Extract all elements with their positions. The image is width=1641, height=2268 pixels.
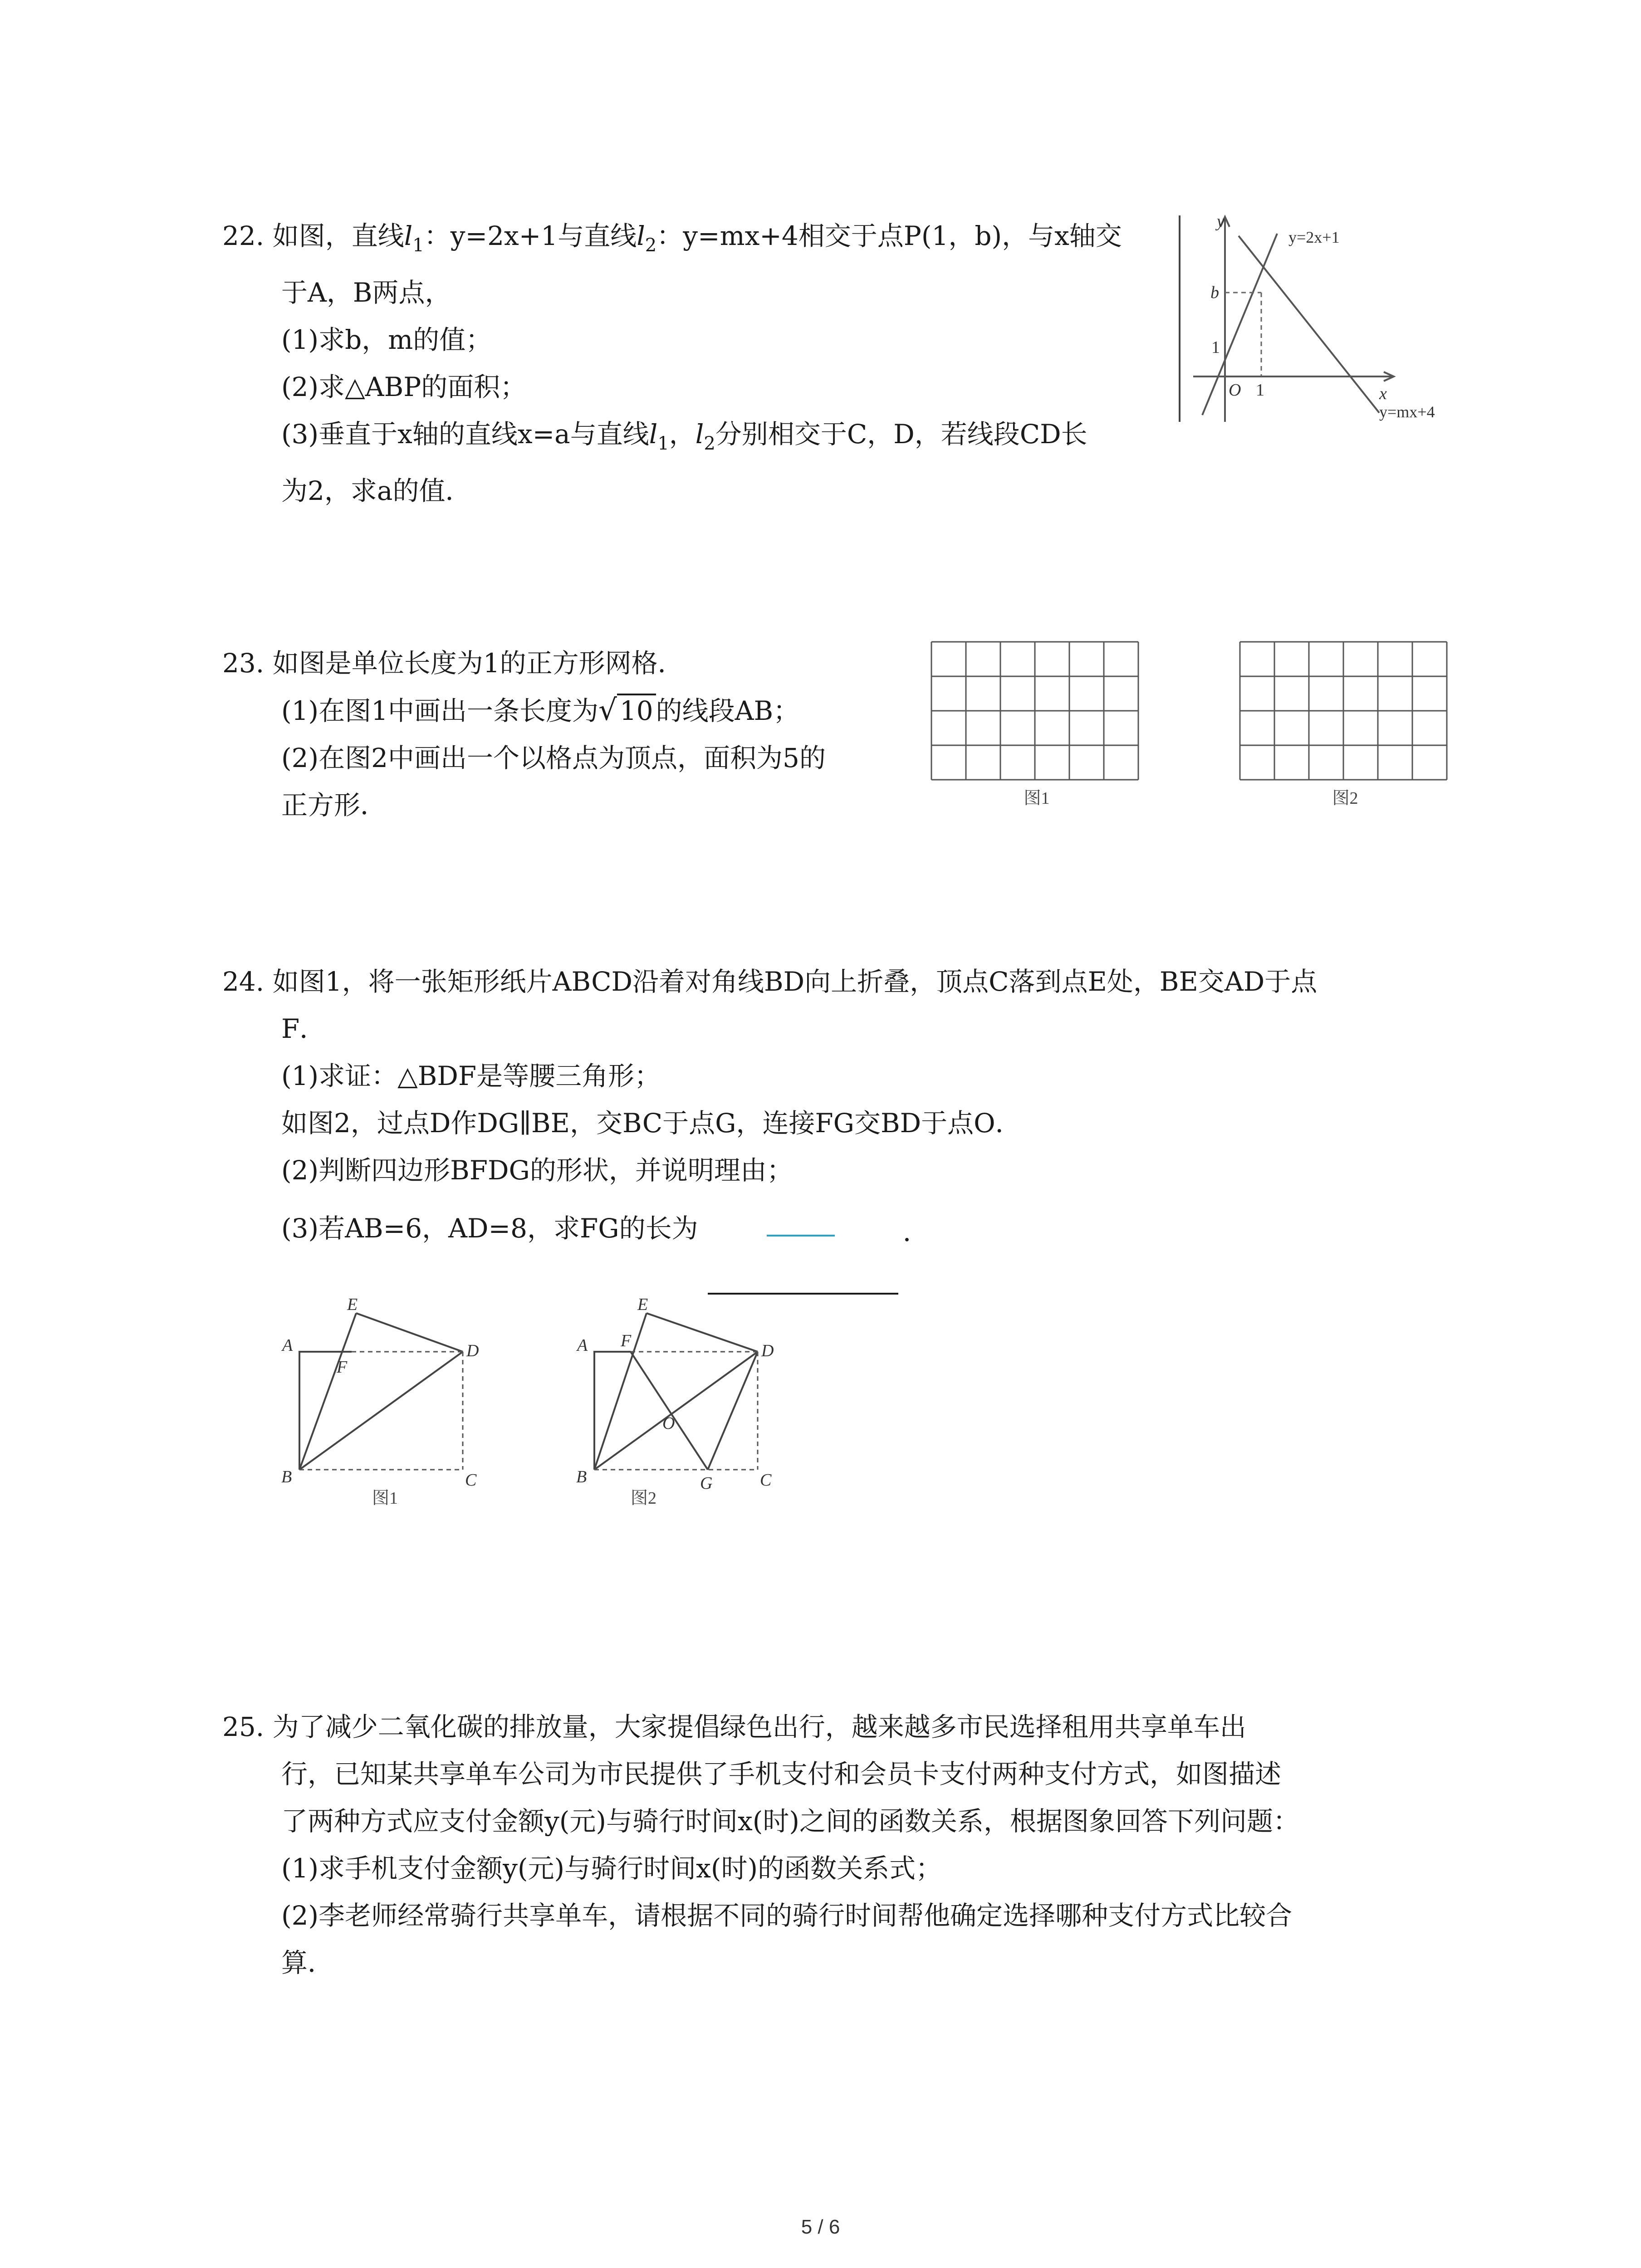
q24-f2-B: B — [576, 1467, 587, 1486]
q25-line-2: 行，已知某共享单车公司为市民提供了手机支付和会员卡支付两种支付方式，如图描述 — [281, 1759, 1282, 1789]
q24-f1-F: F — [337, 1358, 348, 1377]
q24-f1-E: E — [347, 1295, 358, 1314]
page-number: 5 / 6 — [801, 2216, 840, 2238]
q22-axes — [1193, 217, 1394, 422]
q22-part-2: (2)求△ABP的面积； — [281, 371, 527, 402]
q24-f2-E: E — [637, 1295, 648, 1314]
q25-part-1: (1)求手机支付金额y(元)与骑行时间x(时)的函数关系式； — [281, 1853, 942, 1884]
q23-number: 23. — [222, 648, 265, 679]
q25-part-2: (2)李老师经常骑行共享单车，请根据不同的骑行时间帮他确定选择哪种支付方式比较合 — [281, 1900, 1293, 1931]
q22-part-3-cont: 为2，求a的值． — [281, 475, 472, 506]
q24-f1-C: C — [465, 1471, 477, 1490]
q22-fig-origin: O — [1229, 381, 1241, 400]
q24-fig2-desc: 如图2，过点D作DG∥BE，交BC于点G，连接FG交BD于点O． — [281, 1108, 1022, 1139]
q24-figure-1 — [272, 1293, 526, 1510]
q24-answer-end: ． — [903, 1217, 930, 1247]
q22-fig-b: b — [1210, 283, 1219, 302]
q24-f1-A: A — [282, 1336, 293, 1355]
sqrt-symbol: √ 10 — [598, 687, 656, 734]
q24-figure-2 — [567, 1293, 821, 1510]
q23-fig1-caption: 图1 — [1024, 789, 1050, 808]
question-25 — [222, 1703, 1299, 1986]
q22-fig-one-x: 1 — [1256, 381, 1264, 400]
q22-fig-y: y — [1217, 212, 1225, 231]
q23-part-1: (1)在图1中画出一条长度为√ 10 的线段AB； — [222, 687, 826, 734]
q22-fig-line2-label: y=mx+4 — [1379, 403, 1435, 421]
q24-line-2: F． — [281, 1013, 326, 1044]
q23-grid-1 — [930, 640, 1143, 813]
q22-part-3: (3)垂直于x轴的直线x=a与直线$l_1$，$l_2$分别相交于C，D，若线段CD长 — [281, 419, 1087, 454]
q24-f2-F: F — [621, 1331, 632, 1350]
q22-line-1: 22. 如图，直线$l_1$：y=2x+1与直线$l_2$：y=mx+4相交于点P(1，b)，与x轴交 — [222, 220, 1122, 256]
q24-number: 24. — [222, 966, 265, 997]
q24-f1-B: B — [281, 1467, 292, 1486]
q25-part-2-cont: 算． — [281, 1947, 334, 1978]
question-23 — [222, 640, 826, 829]
q24-f1-caption: 图1 — [372, 1489, 398, 1508]
q22-number: 22. — [222, 220, 265, 251]
q24-f2-C: C — [760, 1471, 772, 1490]
q25-line-1: 25. 为了减少二氧化碳的排放量，大家提倡绿色出行，越来越多市民选择租用共享单车出 — [222, 1711, 1246, 1742]
question-22 — [222, 212, 1122, 514]
q24-answer-dash — [767, 1235, 835, 1237]
q23-grid-2 — [1239, 640, 1452, 813]
q23-part-2-cont: 正方形． — [281, 790, 387, 821]
q24-f2-caption: 图2 — [631, 1489, 657, 1508]
q22-dashed-guides — [1225, 293, 1261, 376]
q24-f2-A: A — [577, 1336, 588, 1355]
q24-f2-D: D — [761, 1341, 774, 1360]
q22-fig-one-y: 1 — [1211, 338, 1220, 357]
question-24 — [222, 958, 1317, 1252]
q24-part-2: (2)判断四边形BFDG的形状，并说明理由； — [281, 1155, 793, 1186]
q22-part-1: (1)求b，m的值； — [281, 324, 492, 355]
q24-part-3: (3)若AB=6，AD=8，求FG的长为 — [281, 1213, 698, 1244]
q24-part-1: (1)求证：△BDF是等腰三角形； — [281, 1061, 661, 1091]
q25-number: 25. — [222, 1711, 265, 1742]
q24-line-1: 24. 如图1，将一张矩形纸片ABCD沿着对角线BD向上折叠，顶点C落到点E处，BE交AD于点 — [222, 966, 1318, 997]
q24-f1-D: D — [466, 1341, 479, 1360]
q23-fig2-caption: 图2 — [1332, 789, 1358, 808]
q23-line-1: 23. 如图是单位长度为1的正方形网格． — [222, 648, 684, 679]
q23-part-2: (2)在图2中画出一个以格点为顶点，面积为5的 — [281, 743, 826, 773]
q22-figure — [1180, 209, 1461, 431]
q25-line-3: 了两种方式应支付金额y(元)与骑行时间x(时)之间的函数关系，根据图象回答下列问题： — [281, 1806, 1299, 1837]
q22-fig-line1-label: y=2x+1 — [1288, 228, 1340, 246]
q22-fig-x: x — [1379, 384, 1387, 403]
q22-line-2: 于A，B两点， — [281, 277, 451, 308]
q24-f2-G: G — [700, 1474, 713, 1493]
q24-f2-O: O — [662, 1414, 675, 1433]
